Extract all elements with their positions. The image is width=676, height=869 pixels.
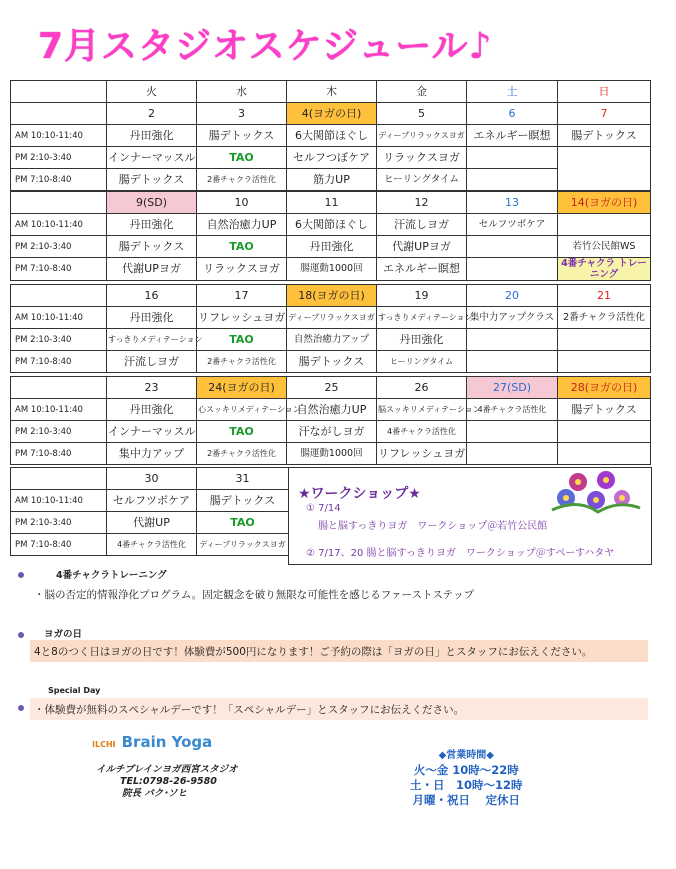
chakra-text: ・脳の否定的情報浄化プログラム。固定観念を破り無限な可能性を感じるファーストステップ xyxy=(34,589,475,601)
time-slot-pm1: PM 2:10-3:40 xyxy=(11,147,107,169)
date-cell: 10 xyxy=(197,192,287,214)
class-cell: 2番チャクラ活性化 xyxy=(197,351,287,373)
class-cell: 4番チャクラ活性化 xyxy=(107,534,197,556)
date-cell: 5 xyxy=(377,103,467,125)
class-cell: インナーマッスル xyxy=(107,421,197,443)
time-slot-am: AM 10:10-11:40 xyxy=(11,125,107,147)
class-cell: リラックスヨガ xyxy=(197,258,287,281)
class-cell xyxy=(558,147,651,191)
workshop-title: ★ワークショップ★ xyxy=(298,486,421,502)
time-slot-pm1: PM 2:10-3:40 xyxy=(11,236,107,258)
date-cell-saturday: 20 xyxy=(467,285,558,307)
date-cell-yoga-day: 24(ヨガの日) xyxy=(197,377,287,399)
class-cell: 腸運動1000回 xyxy=(287,443,377,465)
date-cell: 30 xyxy=(107,468,197,490)
class-cell: 丹田強化 xyxy=(107,125,197,147)
class-cell: 集中力アップクラス xyxy=(467,307,558,329)
class-cell: 代謝UPヨガ xyxy=(377,236,467,258)
time-slot-pm1: PM 2:10-3:40 xyxy=(11,329,107,351)
chakra-heading: 4番チャクラトレーニング xyxy=(56,570,167,581)
bullet-icon xyxy=(18,572,24,578)
class-cell: 丹田強化 xyxy=(287,236,377,258)
date-cell-sunday: 21 xyxy=(558,285,651,307)
class-cell xyxy=(558,421,651,443)
class-cell: 丹田強化 xyxy=(107,307,197,329)
class-cell: ディープリラックスヨガ xyxy=(377,125,467,147)
class-cell: 腸デトックス xyxy=(287,351,377,373)
corner-cell xyxy=(11,192,107,214)
class-cell xyxy=(467,147,558,169)
schedule-week-4 xyxy=(10,376,651,465)
class-cell xyxy=(467,351,558,373)
time-slot-am: AM 10:10-11:40 xyxy=(11,307,107,329)
class-cell: 2番チャクラ活性化 xyxy=(558,307,651,329)
class-cell xyxy=(467,169,558,191)
bullet-icon xyxy=(18,705,24,711)
date-cell: 16 xyxy=(107,285,197,307)
class-cell: 腸デトックス xyxy=(558,399,651,421)
class-cell xyxy=(467,421,558,443)
logo-text: Brain Yoga xyxy=(121,733,213,751)
flower-illustration xyxy=(548,468,643,516)
class-cell: 脳スッキリメディテーション xyxy=(377,399,467,421)
corner-cell xyxy=(11,468,107,490)
class-cell: 代謝UPヨガ xyxy=(107,258,197,281)
time-slot-am: AM 10:10-11:40 xyxy=(11,490,107,512)
class-cell: 集中力アップ xyxy=(107,443,197,465)
class-cell-workshop: 若竹公民館WS xyxy=(558,236,651,258)
class-cell: 丹田強化 xyxy=(107,214,197,236)
class-cell: 6大関節ほぐし xyxy=(287,125,377,147)
date-cell: 19 xyxy=(377,285,467,307)
class-cell xyxy=(467,329,558,351)
date-cell: 23 xyxy=(107,377,197,399)
class-cell: ヒーリングタイム xyxy=(377,351,467,373)
corner-cell xyxy=(11,285,107,307)
class-cell: セルフツボケア xyxy=(107,490,197,512)
class-cell xyxy=(558,443,651,465)
date-cell-yoga-day: 18(ヨガの日) xyxy=(287,285,377,307)
brain-yoga-logo xyxy=(92,733,212,751)
class-cell xyxy=(467,443,558,465)
page-title: 7月スタジオスケジュール♪ xyxy=(38,26,493,67)
logo-small-text: ILCHI xyxy=(92,740,116,749)
class-cell: 腸デトックス xyxy=(558,125,651,147)
class-cell: すっきりメディテーション xyxy=(107,329,197,351)
time-slot-am: AM 10:10-11:40 xyxy=(11,214,107,236)
class-cell: TAO xyxy=(197,147,287,169)
class-cell: リラックスヨガ xyxy=(377,147,467,169)
hours-weekend: 土・日 10時～12時 xyxy=(410,778,523,792)
time-slot-pm2: PM 7:10-8:40 xyxy=(11,258,107,281)
date-cell: 11 xyxy=(287,192,377,214)
class-cell: TAO xyxy=(197,329,287,351)
yoga-day-text: 4と8のつく日はヨガの日です！体験費が500円になります！ご予約の際は「ヨガの日」とスタッフにお伝えください。 xyxy=(34,646,593,658)
class-cell: リフレッシュヨガ xyxy=(197,307,287,329)
business-hours xyxy=(410,748,523,808)
class-cell: 腸デトックス xyxy=(107,236,197,258)
class-cell: 腸デトックス xyxy=(197,125,287,147)
class-cell xyxy=(558,351,651,373)
class-cell xyxy=(467,258,558,281)
date-cell: 26 xyxy=(377,377,467,399)
date-cell: 2 xyxy=(107,103,197,125)
class-cell: TAO xyxy=(197,421,287,443)
corner-cell xyxy=(11,377,107,399)
studio-name: イルチブレインヨガ西宮スタジオ xyxy=(96,764,238,775)
class-cell: インナーマッスル xyxy=(107,147,197,169)
date-cell: 31 xyxy=(197,468,289,490)
class-cell: すっきりメディテーション xyxy=(377,307,467,329)
day-sat: 土 xyxy=(467,81,558,103)
class-cell: ヒーリングタイム xyxy=(377,169,467,191)
class-cell: 心スッキリメディテーション xyxy=(197,399,287,421)
class-cell: セルフツボケア xyxy=(467,214,558,236)
class-cell: 自然治癒力アップ xyxy=(287,329,377,351)
time-slot-pm2: PM 7:10-8:40 xyxy=(11,534,107,556)
workshop-item-1-date: ① 7/14 xyxy=(306,503,341,514)
class-cell: 4番チャクラ活性化 xyxy=(377,421,467,443)
class-cell: TAO xyxy=(197,236,287,258)
time-slot-pm2: PM 7:10-8:40 xyxy=(11,443,107,465)
class-cell: セルフつぼケア xyxy=(287,147,377,169)
class-cell-chakra-training: 4番チャクラ トレーニング xyxy=(558,258,651,281)
studio-info xyxy=(96,764,238,800)
class-cell: 2番チャクラ活性化 xyxy=(197,443,287,465)
hours-weekday: 火～金 10時～22時 xyxy=(413,763,519,777)
time-slot-pm1: PM 2:10-3:40 xyxy=(11,512,107,534)
class-cell: 腸運動1000回 xyxy=(287,258,377,281)
date-cell-yoga-day: 4(ヨガの日) xyxy=(287,103,377,125)
workshop-item-2: ② 7/17、20 腸と脳すっきりヨガ ワークショップ＠すぺーすハタヤ xyxy=(306,548,615,559)
class-cell: 2番チャクラ活性化 xyxy=(197,169,287,191)
workshop-item-1-text: 腸と脳すっきりヨガ ワークショップ＠若竹公民館 xyxy=(318,521,548,532)
date-cell-saturday: 6 xyxy=(467,103,558,125)
day-wed: 水 xyxy=(197,81,287,103)
time-slot-pm1: PM 2:10-3:40 xyxy=(11,421,107,443)
class-cell: 汗ながしヨガ xyxy=(287,421,377,443)
schedule-week-2 xyxy=(10,191,651,281)
hours-closed: 月曜・祝日 定休日 xyxy=(412,793,521,807)
studio-director: 院長 パク･ソヒ xyxy=(122,788,188,799)
class-cell: 汗流しヨガ xyxy=(377,214,467,236)
class-cell: エネルギー瞑想 xyxy=(467,125,558,147)
date-cell-yoga-day: 28(ヨガの日) xyxy=(558,377,651,399)
schedule-week-3 xyxy=(10,284,651,373)
date-cell: 12 xyxy=(377,192,467,214)
class-cell: 腸デトックス xyxy=(107,169,197,191)
date-cell-saturday: 13 xyxy=(467,192,558,214)
class-cell: 6大関節ほぐし xyxy=(287,214,377,236)
special-day-text: ・体験費が無料のスペシャルデーです！「スペシャルデー」とスタッフにお伝えください。 xyxy=(34,704,465,716)
class-cell: エネルギー瞑想 xyxy=(377,258,467,281)
day-tue: 火 xyxy=(107,81,197,103)
special-day-heading: Special Day xyxy=(48,686,101,695)
class-cell: 自然治癒力UP xyxy=(197,214,287,236)
time-slot-pm2: PM 7:10-8:40 xyxy=(11,169,107,191)
corner-cell xyxy=(11,103,107,125)
class-cell: 代謝UP xyxy=(107,512,197,534)
class-cell xyxy=(558,214,651,236)
schedule-week-1 xyxy=(10,80,651,191)
class-cell: 汗流しヨガ xyxy=(107,351,197,373)
class-cell: 丹田強化 xyxy=(377,329,467,351)
class-cell: リフレッシュヨガ xyxy=(377,443,467,465)
class-cell: ディープリラックスヨガ xyxy=(287,307,377,329)
date-cell-yoga-day: 14(ヨガの日) xyxy=(558,192,651,214)
class-cell xyxy=(558,329,651,351)
day-thu: 木 xyxy=(287,81,377,103)
date-cell: 25 xyxy=(287,377,377,399)
studio-tel: TEL:0798-26-9580 xyxy=(120,776,217,787)
date-cell: 17 xyxy=(197,285,287,307)
day-fri: 金 xyxy=(377,81,467,103)
schedule-week-5 xyxy=(10,467,289,556)
corner-cell xyxy=(11,81,107,103)
yoga-day-heading: ヨガの日 xyxy=(44,629,83,640)
date-cell: 3 xyxy=(197,103,287,125)
date-cell-special-day: 9(SD) xyxy=(107,192,197,214)
bullet-icon xyxy=(18,632,24,638)
class-cell: TAO xyxy=(197,512,289,534)
hours-title: ◆営業時間◆ xyxy=(438,750,494,761)
day-sun: 日 xyxy=(558,81,651,103)
class-cell: 自然治癒力UP xyxy=(287,399,377,421)
class-cell: ディープリラックスヨガ xyxy=(197,534,289,556)
class-cell: 腸デトックス xyxy=(197,490,289,512)
date-cell-sunday: 7 xyxy=(558,103,651,125)
class-cell: 4番チャクラ活性化 xyxy=(467,399,558,421)
time-slot-pm2: PM 7:10-8:40 xyxy=(11,351,107,373)
class-cell: 筋力UP xyxy=(287,169,377,191)
class-cell: 丹田強化 xyxy=(107,399,197,421)
date-cell-special-day: 27(SD) xyxy=(467,377,558,399)
class-cell xyxy=(467,236,558,258)
time-slot-am: AM 10:10-11:40 xyxy=(11,399,107,421)
